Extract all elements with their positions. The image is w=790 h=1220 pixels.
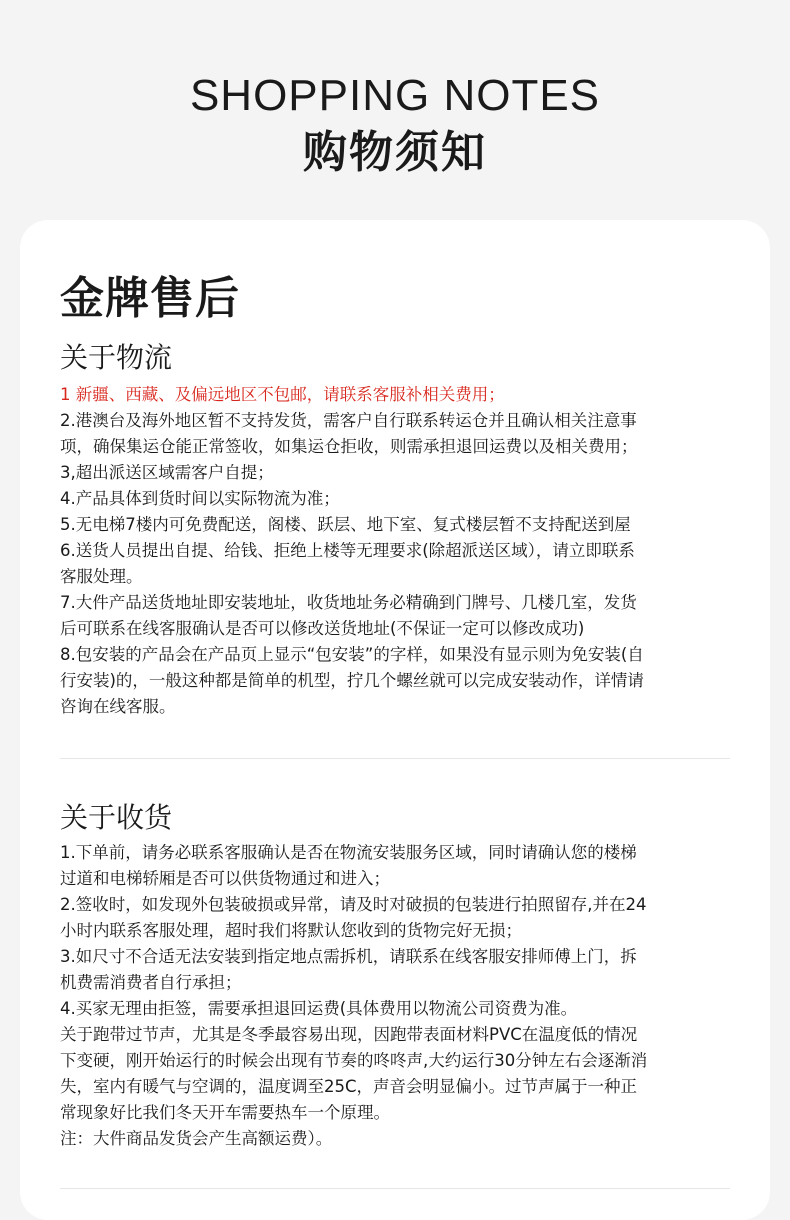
note-line: 项，确保集运仓能正常签收，如集运仓拒收，则需承担退回运费以及相关费用； bbox=[60, 437, 638, 456]
title-chinese: 购物须知 bbox=[303, 127, 487, 178]
section-divider bbox=[60, 758, 730, 759]
section-title-receiving: 关于收货 bbox=[60, 801, 173, 834]
note-line: 过道和电梯轿厢是否可以供货物通过和进入； bbox=[60, 869, 390, 888]
note-line: 4.买家无理由拒签，需要承担退回运费(具体费用以物流公司资费为准。 bbox=[60, 999, 578, 1018]
note-line: 3.如尺寸不合适无法安装到指定地点需拆机，请联系在线客服安排师傅上门，拆 bbox=[60, 947, 637, 966]
note-line: 1 新疆、西藏、及偏远地区不包邮，请联系客服补相关费用； bbox=[60, 385, 505, 404]
section-title-logistics: 关于物流 bbox=[60, 341, 173, 374]
card-title: 金牌售后 bbox=[60, 273, 240, 324]
title-english: SHOPPING NOTES bbox=[189, 71, 601, 120]
note-line: 3,超出派送区域需客户自提； bbox=[60, 463, 274, 482]
note-line: 客服处理。 bbox=[60, 567, 143, 586]
note-line: 6.送货人员提出自提、给钱、拒绝上楼等无理要求(除超派送区域），请立即联系 bbox=[60, 541, 635, 560]
note-line: 小时内联系客服处理，超时我们将默认您收到的货物完好无损； bbox=[60, 921, 522, 940]
receiving-list bbox=[60, 840, 760, 1152]
note-line: 行安装)的，一般这种都是简单的机型，拧几个螺丝就可以完成安装动作，详情请 bbox=[60, 671, 644, 690]
note-line: 1.下单前，请务必联系客服确认是否在物流安装服务区域，同时请确认您的楼梯 bbox=[60, 843, 637, 862]
note-line: 咨询在线客服。 bbox=[60, 697, 176, 716]
note-line: 4.产品具体到货时间以实际物流为准； bbox=[60, 489, 340, 508]
note-line: 失，室内有暖气与空调的，温度调至25C，声音会明显偏小。过节声属于一种正 bbox=[60, 1077, 638, 1096]
section-divider-bottom bbox=[60, 1188, 730, 1189]
note-line: 注：大件商品发货会产生高额运费）。 bbox=[60, 1129, 333, 1148]
note-line: 7.大件产品送货地址即安装地址，收货地址务必精确到门牌号、几楼几室，发货 bbox=[60, 593, 637, 612]
note-line: 机费需消费者自行承担； bbox=[60, 973, 242, 992]
note-line: 2.港澳台及海外地区暂不支持发货，需客户自行联系转运仓并且确认相关注意事 bbox=[60, 411, 637, 430]
note-line: 2.签收时，如发现外包装破损或异常，请及时对破损的包装进行拍照留存,并在24 bbox=[60, 895, 647, 914]
note-line: 8.包安装的产品会在产品页上显示“包安装”的字样，如果没有显示则为免安装(自 bbox=[60, 645, 644, 664]
page-header bbox=[0, 0, 790, 182]
logistics-list bbox=[60, 382, 760, 720]
note-line: 关于跑带过节声，尤其是冬季最容易出现，因跑带表面材料PVC在温度低的情况 bbox=[60, 1025, 638, 1044]
note-line: 下变硬，刚开始运行的时候会出现有节奏的咚咚声,大约运行30分钟左右会逐渐消 bbox=[60, 1051, 648, 1070]
note-line: 5.无电梯7楼内可免费配送，阁楼、跃层、地下室、复式楼层暂不支持配送到屋 bbox=[60, 515, 631, 534]
note-line: 后可联系在线客服确认是否可以修改送货地址(不保证一定可以修改成功) bbox=[60, 619, 585, 638]
note-line: 常现象好比我们冬天开车需要热车一个原理。 bbox=[60, 1103, 390, 1122]
notes-card bbox=[20, 220, 770, 1220]
